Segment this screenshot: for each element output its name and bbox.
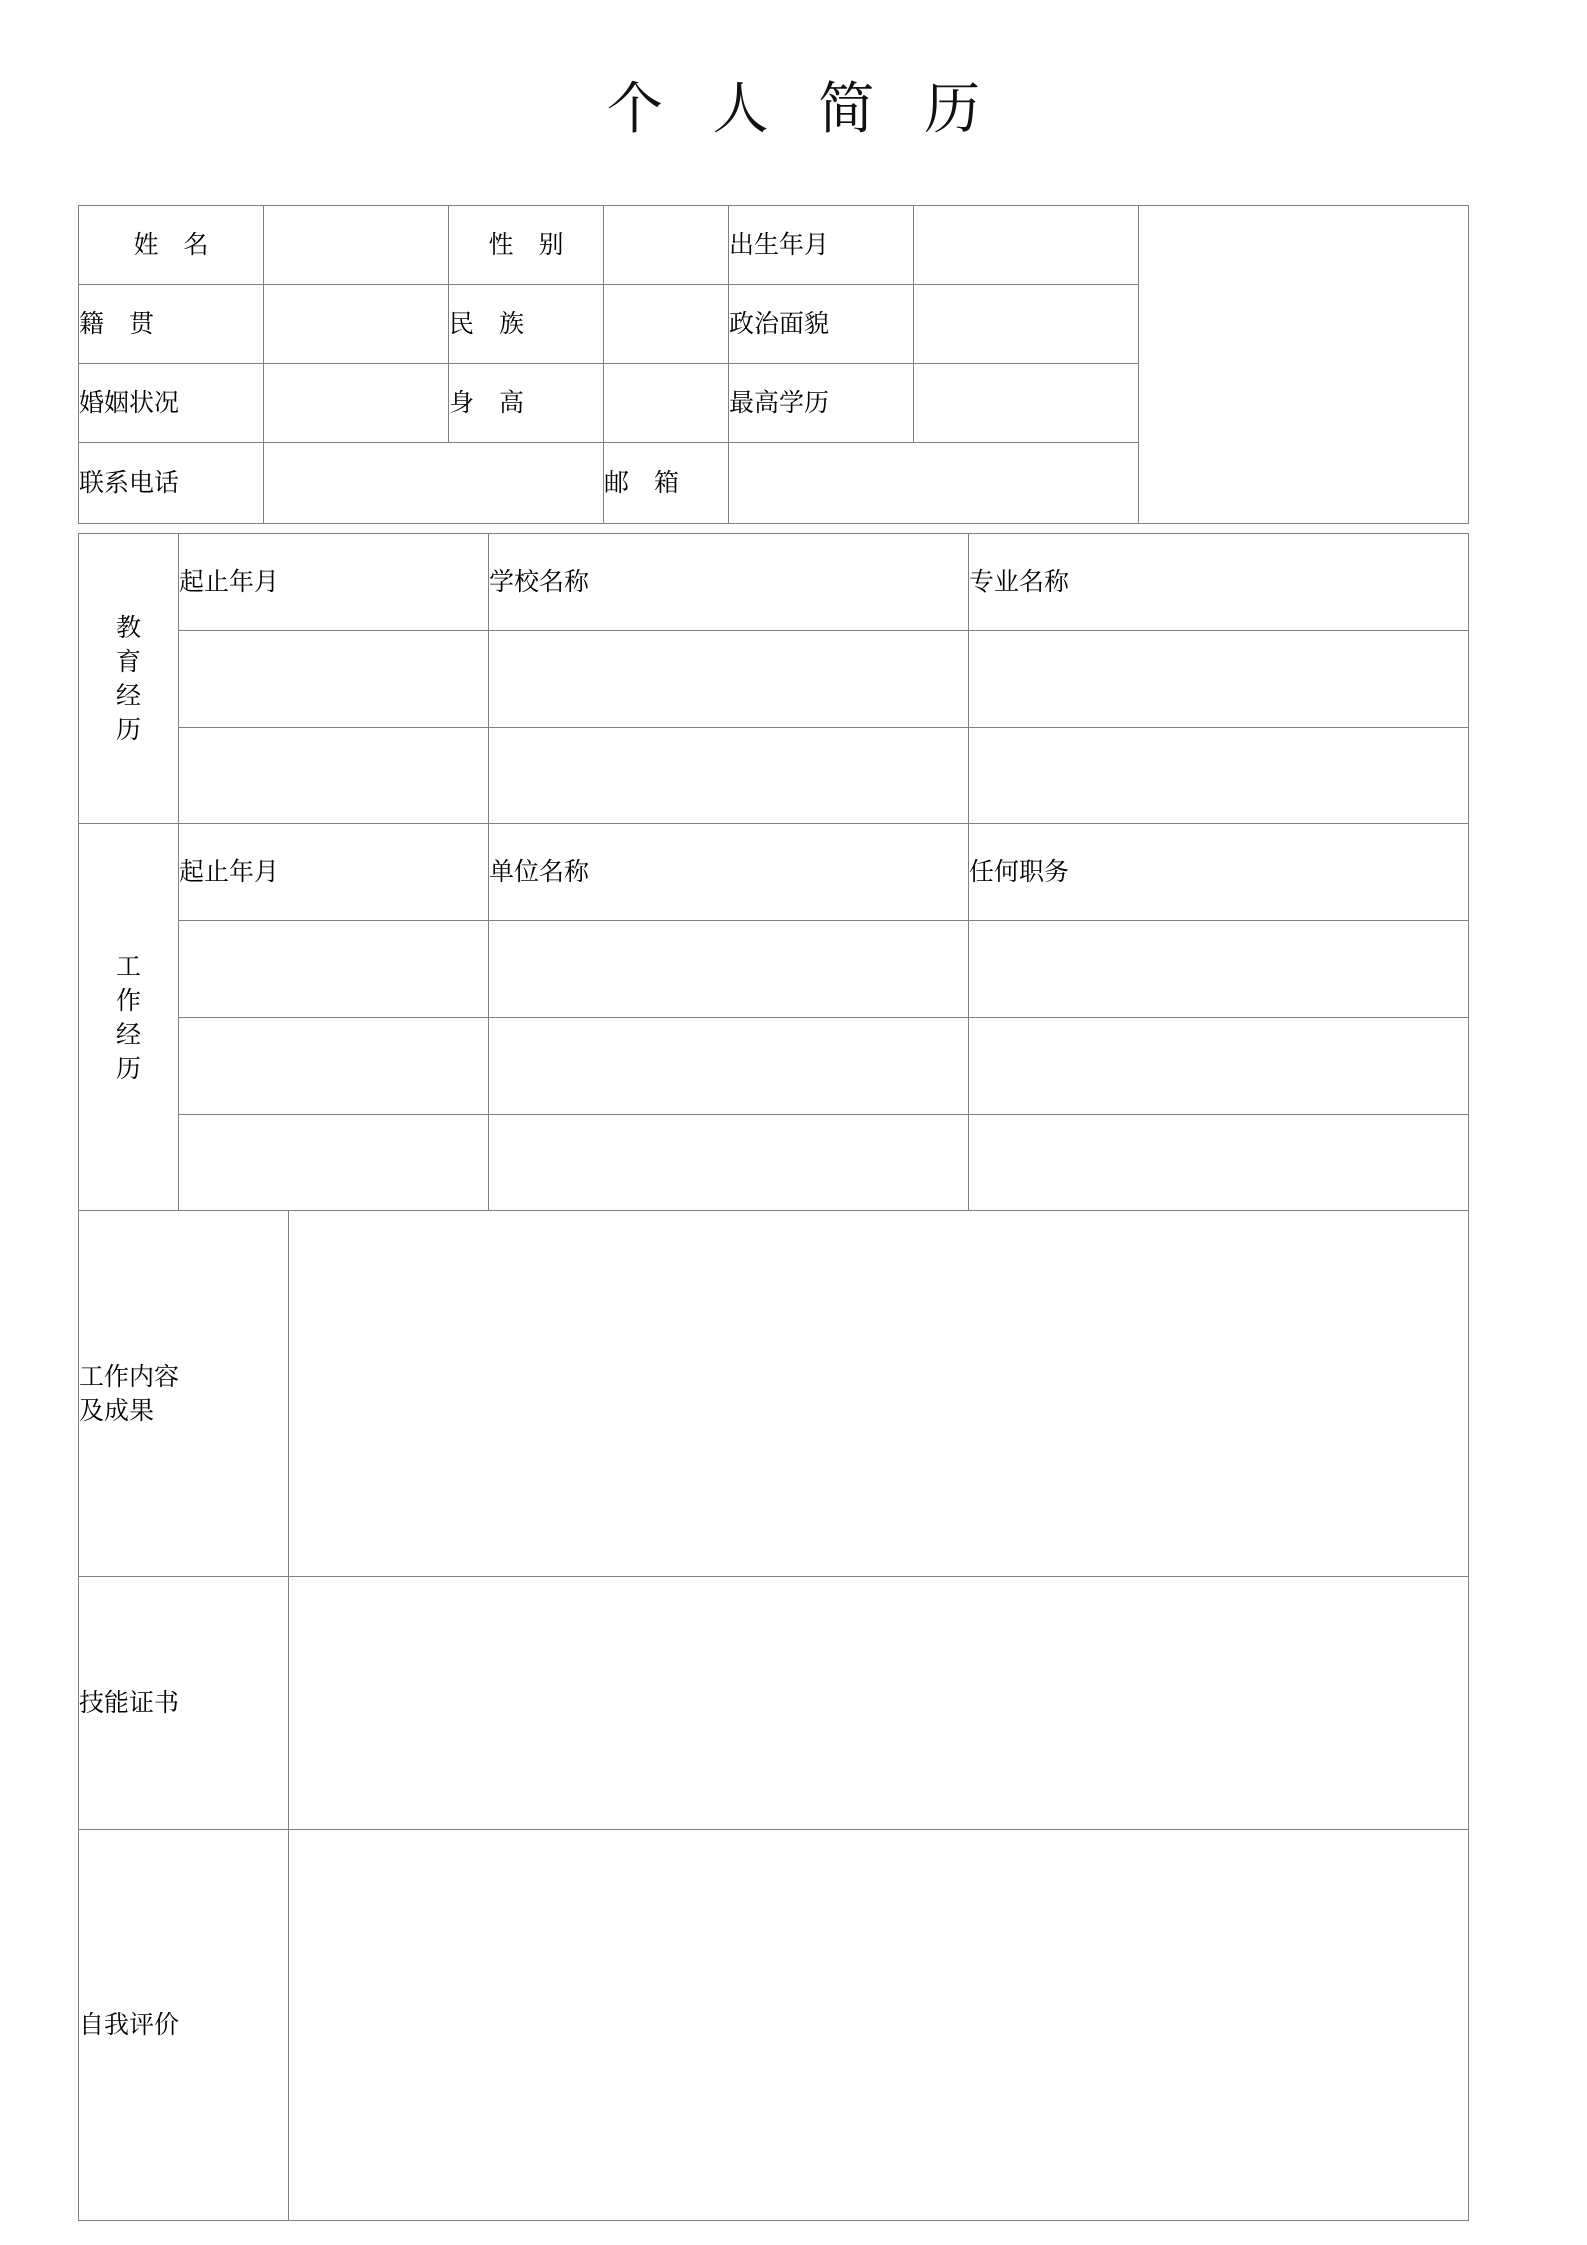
field-value-name[interactable]	[264, 206, 449, 285]
field-label-birthdate: 出生年月	[729, 206, 914, 285]
education-cell-period[interactable]	[179, 631, 489, 728]
education-cell-school[interactable]	[489, 728, 969, 825]
work-label-char: 作	[115, 985, 141, 1015]
work-cell-company[interactable]	[489, 1115, 969, 1212]
column-header-major: 专业名称	[969, 534, 1469, 631]
field-value-ethnicity[interactable]	[604, 285, 729, 364]
education-cell-major[interactable]	[969, 728, 1469, 825]
field-value-email[interactable]	[729, 443, 1139, 524]
education-cell-period[interactable]	[179, 728, 489, 825]
work-label-char: 工	[115, 951, 141, 981]
work-cell-period[interactable]	[179, 1115, 489, 1212]
field-value-gender[interactable]	[604, 206, 729, 285]
field-label-highest-education: 最高学历	[729, 364, 914, 443]
basic-info-table	[78, 205, 1469, 524]
table-row	[79, 534, 1469, 631]
field-label-political-status: 政治面貌	[729, 285, 914, 364]
block-label-line: 及成果	[79, 1395, 155, 1425]
work-cell-position[interactable]	[969, 1115, 1469, 1212]
block-label-line: 技能证书	[79, 1688, 180, 1717]
education-label-char: 经	[115, 681, 141, 710]
block-value-self-evaluation[interactable]	[289, 1830, 1469, 2221]
table-row	[79, 824, 1469, 921]
work-cell-position[interactable]	[969, 1018, 1469, 1115]
block-label-certificates	[79, 1577, 289, 1830]
page-title: 个 人 简 历	[606, 77, 997, 142]
education-cell-school[interactable]	[489, 631, 969, 728]
work-cell-period[interactable]	[179, 921, 489, 1018]
field-label-ethnicity: 民 族	[449, 285, 604, 364]
education-section-label	[79, 534, 179, 825]
table-row	[79, 631, 1469, 728]
table-row	[79, 1115, 1469, 1212]
field-label-native-place: 籍 贯	[79, 285, 264, 364]
table-row	[79, 206, 1469, 285]
column-header-school: 学校名称	[489, 534, 969, 631]
field-value-marital-status[interactable]	[264, 364, 449, 443]
field-value-height[interactable]	[604, 364, 729, 443]
table-row	[79, 1211, 1469, 1577]
field-label-name: 姓 名	[79, 206, 264, 285]
block-label-line: 工作内容	[79, 1361, 180, 1391]
field-label-marital-status: 婚姻状况	[79, 364, 264, 443]
block-value-certificates[interactable]	[289, 1577, 1469, 1830]
table-row	[79, 1577, 1469, 1830]
field-value-native-place[interactable]	[264, 285, 449, 364]
education-label-char: 教	[115, 613, 141, 642]
field-label-gender: 性 别	[449, 206, 604, 285]
field-value-phone[interactable]	[264, 443, 604, 524]
education-table	[78, 533, 1469, 825]
work-cell-company[interactable]	[489, 1018, 969, 1115]
block-label-work-content	[79, 1211, 289, 1577]
column-header-company: 单位名称	[489, 824, 969, 921]
field-value-highest-education[interactable]	[914, 364, 1139, 443]
detail-blocks-table	[78, 1210, 1469, 2221]
field-label-email: 邮 箱	[604, 443, 729, 524]
column-header-period: 起止年月	[179, 534, 489, 631]
work-cell-position[interactable]	[969, 921, 1469, 1018]
work-label-char: 历	[115, 1053, 141, 1083]
work-label-char: 经	[115, 1019, 141, 1049]
column-header-position: 任何职务	[969, 824, 1469, 921]
work-section-label	[79, 824, 179, 1212]
table-row	[79, 1018, 1469, 1115]
work-cell-company[interactable]	[489, 921, 969, 1018]
field-label-height: 身 高	[449, 364, 604, 443]
column-header-period: 起止年月	[179, 824, 489, 921]
education-cell-major[interactable]	[969, 631, 1469, 728]
field-label-phone: 联系电话	[79, 443, 264, 524]
education-label-char: 育	[115, 647, 141, 676]
field-value-political-status[interactable]	[914, 285, 1139, 364]
work-experience-table	[78, 823, 1469, 1212]
table-row	[79, 1830, 1469, 2221]
table-row	[79, 921, 1469, 1018]
work-cell-period[interactable]	[179, 1018, 489, 1115]
photo-cell[interactable]	[1139, 206, 1469, 524]
field-value-birthdate[interactable]	[914, 206, 1139, 285]
education-label-char: 历	[115, 715, 141, 744]
block-value-work-content[interactable]	[289, 1211, 1469, 1577]
table-row	[79, 728, 1469, 825]
block-label-self-evaluation	[79, 1830, 289, 2221]
block-label-line: 自我评价	[79, 2010, 180, 2039]
